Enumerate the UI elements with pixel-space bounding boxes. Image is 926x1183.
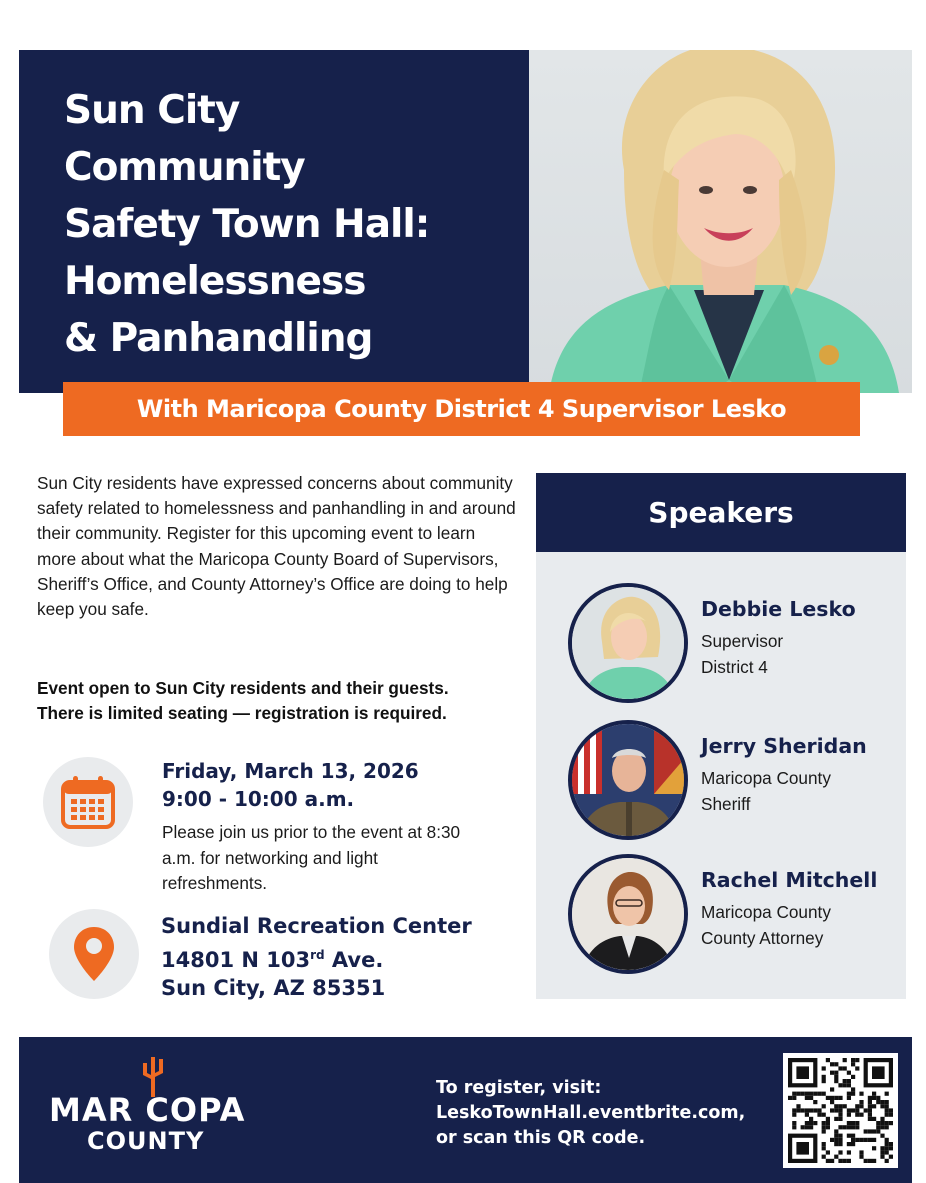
portrait-illustration bbox=[529, 50, 912, 393]
location-pin-icon bbox=[72, 925, 116, 983]
speaker-portrait bbox=[572, 587, 684, 699]
speaker-role-line: Supervisor bbox=[701, 631, 784, 651]
speakers-header bbox=[536, 473, 906, 552]
title-line: & Panhandling bbox=[64, 316, 373, 361]
title-line: Safety Town Hall: bbox=[64, 202, 430, 247]
register-instructions bbox=[436, 1076, 745, 1151]
speakers-panel bbox=[536, 473, 906, 999]
speaker-role bbox=[701, 766, 831, 817]
speaker-card bbox=[536, 720, 906, 840]
venue-name: Sundial Recreation Center bbox=[161, 914, 472, 938]
venue-city: Sun City, AZ 85351 bbox=[161, 976, 386, 1000]
speaker-card bbox=[536, 583, 906, 703]
register-line: To register, visit: bbox=[436, 1078, 602, 1098]
hero-portrait-photo bbox=[529, 50, 912, 393]
address-street: Ave. bbox=[324, 947, 384, 972]
speaker-role-line: County Attorney bbox=[701, 927, 824, 948]
page-title bbox=[64, 82, 524, 367]
networking-note: Please join us prior to the event at 8:30 a.m. for networking and light refreshments. bbox=[162, 822, 461, 893]
logo-wordmark: MAR COPA bbox=[49, 1091, 246, 1129]
notice-line: There is limited seating — registration is required. bbox=[37, 703, 447, 724]
hero bbox=[19, 50, 912, 393]
event-location bbox=[161, 912, 472, 1003]
logo-county: COUNTY bbox=[87, 1127, 205, 1155]
registration-notice bbox=[37, 676, 517, 726]
speaker-portrait bbox=[572, 858, 684, 970]
speaker-role bbox=[701, 629, 783, 680]
hero-title-panel bbox=[19, 50, 529, 393]
footer bbox=[19, 1037, 912, 1183]
maricopa-county-logo bbox=[49, 1053, 274, 1173]
speaker-name: Rachel Mitchell bbox=[701, 868, 878, 892]
speaker-portrait bbox=[572, 724, 684, 836]
event-date: Friday, March 13, 2026 bbox=[162, 759, 419, 783]
venue-address bbox=[161, 941, 472, 975]
event-time: 9:00 - 10:00 a.m. bbox=[162, 787, 355, 811]
subtitle-banner bbox=[63, 382, 860, 436]
speakers-heading: Speakers bbox=[648, 496, 794, 529]
calendar-icon bbox=[59, 773, 117, 831]
intro-paragraph: Sun City residents have expressed concerns about community safety related to homelessness and panhandling in and around their community. Register for this upcoming event to learn more about what the Maricopa County Board of Supervisors, Sheriff’s Office, and County Attorney’s Office are doing to help keep you safe. bbox=[37, 473, 516, 620]
speaker-photo bbox=[568, 720, 688, 840]
title-line: Community bbox=[64, 145, 305, 190]
speaker-role bbox=[701, 900, 831, 951]
speaker-name: Jerry Sheridan bbox=[701, 734, 867, 758]
speaker-photo bbox=[568, 854, 688, 974]
speaker-photo bbox=[568, 583, 688, 703]
address-ordinal: rd bbox=[310, 947, 325, 962]
speaker-role-line: Sheriff bbox=[701, 793, 751, 814]
qr-code-graphic bbox=[788, 1058, 893, 1163]
speaker-role-line: Maricopa County bbox=[701, 768, 831, 788]
title-line: Sun City bbox=[64, 88, 240, 133]
register-line: or scan this QR code. bbox=[436, 1128, 646, 1148]
qr-code[interactable] bbox=[783, 1053, 898, 1168]
notice-line: Event open to Sun City residents and their guests. bbox=[37, 678, 449, 698]
speaker-card bbox=[536, 854, 906, 974]
speaker-role-line: District 4 bbox=[701, 656, 768, 677]
register-url[interactable]: LeskoTownHall.eventbrite.com, bbox=[436, 1103, 746, 1123]
banner-text: With Maricopa County District 4 Supervisor Lesko bbox=[136, 395, 787, 423]
speaker-role-line: Maricopa County bbox=[701, 902, 831, 922]
location-pin-icon-wrapper bbox=[49, 909, 139, 999]
speaker-name: Debbie Lesko bbox=[701, 597, 856, 621]
title-line: Homelessness bbox=[64, 259, 366, 304]
address-number: 14801 N 103 bbox=[161, 947, 311, 972]
calendar-icon-wrapper bbox=[43, 757, 133, 847]
